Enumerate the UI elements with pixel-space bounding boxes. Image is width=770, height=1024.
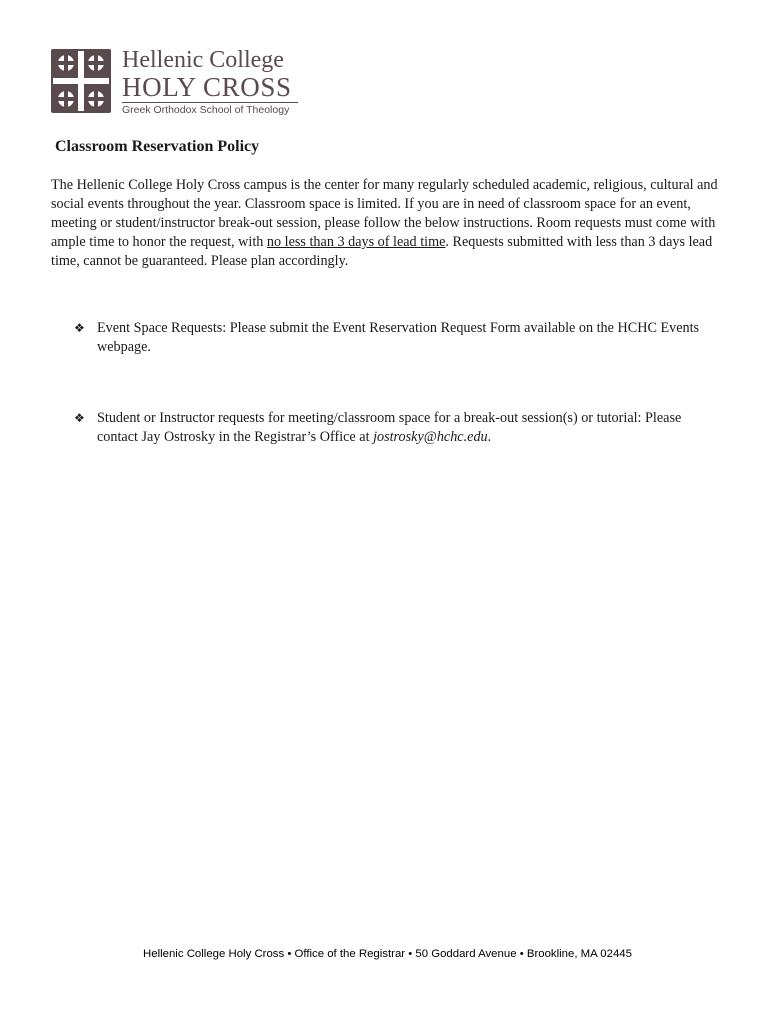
- logo-college-name: Hellenic College: [122, 47, 284, 73]
- diamond-bullet-icon: ❖: [74, 411, 85, 425]
- diamond-bullet-icon: ❖: [74, 321, 85, 335]
- logo-wordmark: [122, 46, 298, 117]
- intro-text-2: . Requests submitted with less than 3 days lead time, cannot be guaranteed. Please plan accordingly.: [51, 234, 713, 269]
- list-item: [74, 409, 724, 447]
- logo-holy-cross: HOLY CROSS: [122, 72, 292, 102]
- college-logo: [51, 46, 311, 118]
- student-instructor-request-text: [97, 409, 724, 447]
- registrar-email-link[interactable]: jostrosky@hchc.edu: [373, 429, 488, 445]
- cross-logo-icon: [51, 49, 111, 113]
- lead-time-emphasis: no less than 3 days of lead time: [266, 234, 446, 250]
- event-space-request-text: Event Space Requests: Please submit the Event Reservation Request Form available on the HCHC Events webpage.: [97, 320, 700, 355]
- intro-text-1: The Hellenic College Holy Cross campus is the center for many regularly scheduled academic, religious, cultural and social events throughout the year. Classroom space is limited. If you are in need of classroom space for an event, meeting or student/instructor break-out session, please follow the below instructions. Room requests must come with ample time to honor the request, with: [51, 177, 718, 250]
- page-footer: Hellenic College Holy Cross • Office of the Registrar • 50 Goddard Avenue • Brookline, MA 02445: [143, 948, 632, 960]
- request-text: Student or Instructor requests for meeting/classroom space for a break-out session(s) or tutorial: Please contact Jay Ostrosky in the Registrar’s Office at: [97, 410, 682, 445]
- request-text-end: .: [487, 429, 492, 445]
- logo-tagline: Greek Orthodox School of Theology: [122, 104, 290, 116]
- list-item: [74, 319, 724, 357]
- intro-paragraph: [51, 176, 723, 271]
- page-title: Classroom Reservation Policy: [55, 138, 260, 155]
